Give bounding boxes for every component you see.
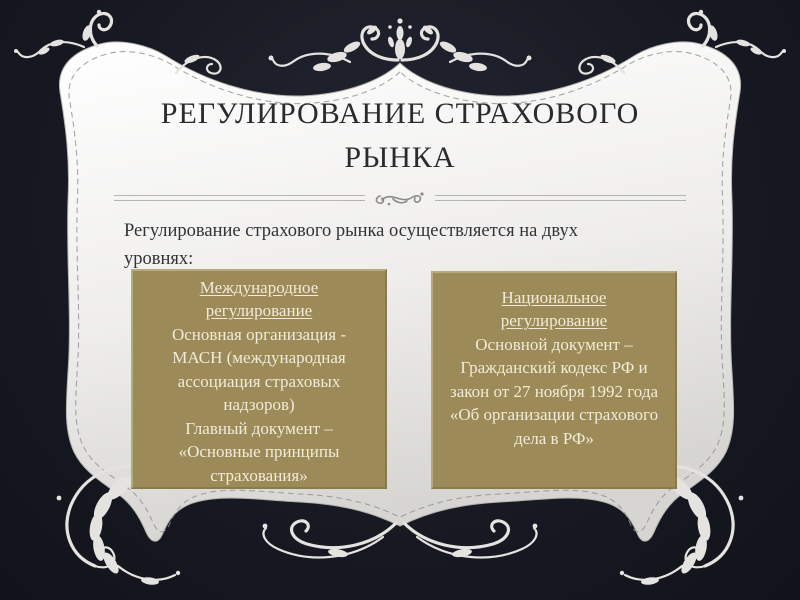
title-divider (114, 187, 686, 209)
box-body-line: Основная организация - МАСН (международная ассоциация страховых надзоров) (171, 324, 347, 415)
box-heading: Национальное регулирование (500, 288, 608, 331)
divider-line-right (435, 195, 686, 201)
box-body-line: Главный документ – «Основные принципы страхования» (178, 418, 340, 485)
page-title: РЕГУЛИРОВАНИЕ СТРАХОВОГО РЫНКА (160, 97, 640, 174)
info-box-international (131, 269, 387, 489)
intro-text: Регулирование страхового рынка осуществляется на двух уровнях: (124, 221, 579, 269)
divider-line-left (114, 195, 365, 201)
info-box-national (431, 271, 677, 489)
box-heading: Международное регулирование (199, 278, 319, 321)
scroll-flourish-icon (373, 187, 427, 209)
box-body-line: Основной документ – Гражданский кодекс РФ и закон от 27 ноября 1992 года «Об организации страхового дела в РФ» (449, 334, 659, 448)
